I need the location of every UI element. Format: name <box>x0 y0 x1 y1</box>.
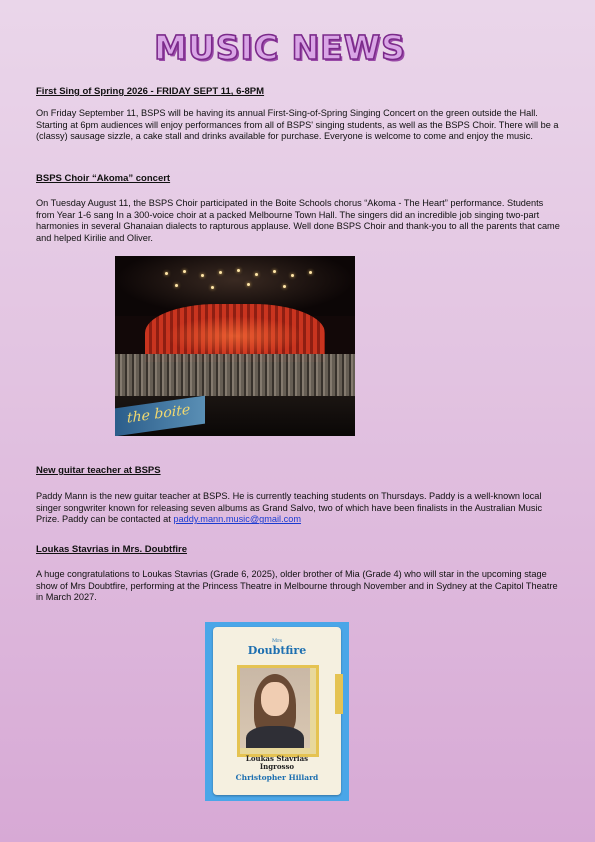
article-heading-choir-concert: BSPS Choir “Akoma” concert <box>36 173 171 184</box>
poster-logo-text: Doubtfire <box>247 644 307 657</box>
portrait-shirt <box>246 726 304 748</box>
article-heading-doubtfire: Loukas Stavrias in Mrs. Doubtfire <box>36 544 187 555</box>
photo-banner-text: the boite <box>127 401 191 427</box>
doubtfire-poster <box>205 622 349 801</box>
article-body-first-sing: On Friday September 11, BSPS will be having its annual First-Sing-of-Spring Singing Concert on the green outside the Hall. Starting at 6pm audiences will enjoy performances from all of BSPS' singing students, as well as the BSPS Choir. There will be a (classy) sausage sizzle, a cake stall and drinks available for purchase. Everyone is welcome to come and enjoy the music. <box>36 108 559 142</box>
poster-name <box>205 755 349 771</box>
guitar-teacher-text: Paddy Mann is the new guitar teacher at BSPS. He is currently teaching students on Thursdays. Paddy is a well-known local singer songwriter known for releasing seven albums as Grand Salvo, two of which have been finalists in the Australian Music Prize. Paddy can be contacted at <box>36 491 543 525</box>
photo-stage-lights <box>155 268 325 298</box>
page-title: MUSIC NEWS <box>154 28 406 67</box>
article-body-choir-concert: On Tuesday August 11, the BSPS Choir participated in the Boite Schools chorus “Akoma - The Heart” performance. Students from Year 1-6 sang In a 300-voice choir at a packed Melbourne Town Hall. The singers did an incredible job singing two-part harmonies in several Ghanaian dialects to rapturous applause. Well done BSPS Choir and thank-you to all the parents that came and helped Kirilie and Oliver. <box>36 198 560 243</box>
email-link[interactable]: paddy.mann.music@gmail.com <box>173 514 302 525</box>
poster-bookmark <box>335 674 343 714</box>
photo-glow <box>165 316 305 356</box>
poster-name-line2: Ingrosso <box>259 762 295 771</box>
article-body-guitar-teacher <box>36 491 564 526</box>
choir-photo <box>115 256 355 436</box>
poster-name-line3: Christopher Hillard <box>235 773 319 782</box>
article-body-doubtfire: A huge congratulations to Loukas Stavrias (Grade 6, 2025), older brother of Mia (Grade 4) who will star in the upcoming stage show of Mrs Doubtfire, performing at the Princess Theatre in Melbourne through November and in Sydney at the Capitol Theatre in March 2027. <box>36 569 558 603</box>
poster-logo <box>205 638 349 657</box>
poster-logo-small: Mrs <box>271 638 283 644</box>
article-heading-guitar-teacher: New guitar teacher at BSPS <box>36 465 161 476</box>
poster-name-line1: Loukas Stavrias <box>245 754 309 763</box>
photo-choir-crowd <box>115 354 355 402</box>
poster-portrait <box>240 668 310 748</box>
article-heading-first-sing: First Sing of Spring 2026 - FRIDAY SEPT 11, 6-8PM <box>36 86 265 97</box>
portrait-face <box>261 682 289 716</box>
